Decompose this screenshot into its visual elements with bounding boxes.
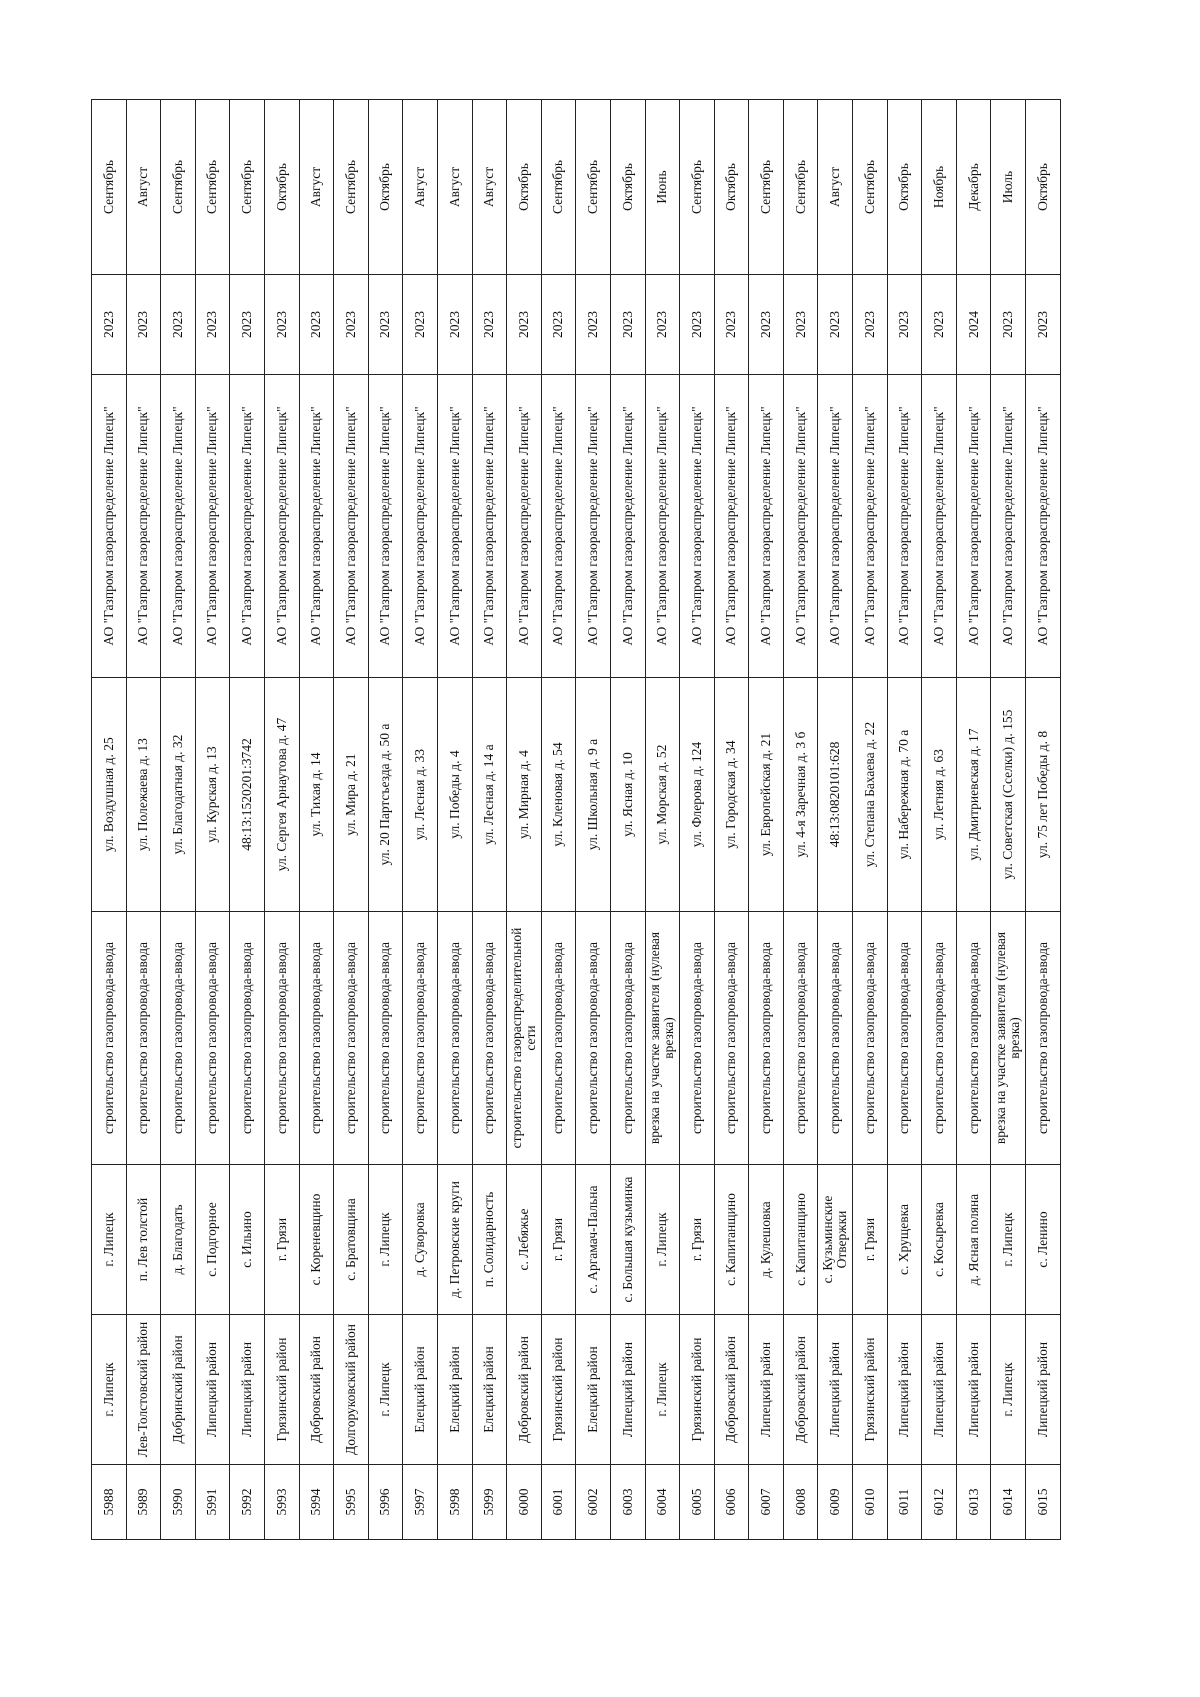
table-row — [472, 100, 507, 1540]
month-cell: Август — [437, 100, 472, 275]
organization-cell: АО "Газпром газораспределение Липецк" — [576, 375, 611, 678]
district-cell: Липецкий район — [956, 1315, 991, 1465]
district-cell: Лев-Толстовский район — [126, 1315, 161, 1465]
locality-cell: д. Кулешовка — [749, 1165, 784, 1315]
locality-cell: г. Грязи — [264, 1165, 299, 1315]
address-cell: ул. Тихая д. 14 — [299, 678, 334, 912]
work-type-cell: строительство газопровода-ввода — [887, 912, 922, 1165]
year-cell: 2023 — [610, 275, 645, 375]
year-cell: 2023 — [991, 275, 1026, 375]
work-type-cell: строительство газопровода-ввода — [749, 912, 784, 1165]
address-cell: ул. Курская д. 13 — [195, 678, 230, 912]
table-row — [334, 100, 369, 1540]
row-number-cell: 5991 — [195, 1465, 230, 1540]
year-cell: 2023 — [472, 275, 507, 375]
locality-cell: г. Грязи — [680, 1165, 715, 1315]
table-row — [576, 100, 611, 1540]
work-type-cell: строительство газопровода-ввода — [92, 912, 127, 1165]
address-cell: ул. Мира д. 21 — [334, 678, 369, 912]
year-cell: 2023 — [299, 275, 334, 375]
row-number-cell: 6013 — [956, 1465, 991, 1540]
month-cell: Август — [818, 100, 853, 275]
work-type-cell: строительство газопровода-ввода — [264, 912, 299, 1165]
table-row — [956, 100, 991, 1540]
address-cell: ул. Степана Бахаева д. 22 — [853, 678, 888, 912]
year-cell: 2023 — [576, 275, 611, 375]
district-cell: Грязинский район — [680, 1315, 715, 1465]
district-cell: Липецкий район — [230, 1315, 265, 1465]
row-number-cell: 5994 — [299, 1465, 334, 1540]
year-cell: 2023 — [368, 275, 403, 375]
organization-cell: АО "Газпром газораспределение Липецк" — [195, 375, 230, 678]
district-cell: Долгоруковский район — [334, 1315, 369, 1465]
year-cell: 2023 — [334, 275, 369, 375]
work-type-cell: строительство газопровода-ввода — [610, 912, 645, 1165]
organization-cell: АО "Газпром газораспределение Липецк" — [783, 375, 818, 678]
address-cell: ул. Европейская д. 21 — [749, 678, 784, 912]
work-type-cell: строительство газопровода-ввода — [161, 912, 196, 1165]
row-number-cell: 6004 — [645, 1465, 680, 1540]
district-cell: Добровский район — [299, 1315, 334, 1465]
work-type-cell: строительство газопровода-ввода — [368, 912, 403, 1165]
row-number-cell: 6002 — [576, 1465, 611, 1540]
table-row — [749, 100, 784, 1540]
locality-cell: д. Суворовка — [403, 1165, 438, 1315]
row-number-cell: 6015 — [1026, 1465, 1061, 1540]
work-type-cell: строительство газопровода-ввода — [783, 912, 818, 1165]
district-cell: г. Липецк — [991, 1315, 1026, 1465]
work-type-cell: строительство газопровода-ввода — [818, 912, 853, 1165]
table-row — [195, 100, 230, 1540]
month-cell: Август — [299, 100, 334, 275]
address-cell: ул. Лесная д. 14 а — [472, 678, 507, 912]
district-cell: Елецкий район — [472, 1315, 507, 1465]
year-cell: 2023 — [126, 275, 161, 375]
table-row — [1026, 100, 1061, 1540]
organization-cell: АО "Газпром газораспределение Липецк" — [956, 375, 991, 678]
work-type-cell: строительство газопровода-ввода — [334, 912, 369, 1165]
address-cell: ул. Городская д. 34 — [714, 678, 749, 912]
month-cell: Сентябрь — [230, 100, 265, 275]
district-cell: Липецкий район — [818, 1315, 853, 1465]
work-type-cell: строительство газопровода-ввода — [437, 912, 472, 1165]
district-cell: Добровский район — [714, 1315, 749, 1465]
organization-cell: АО "Газпром газораспределение Липецк" — [368, 375, 403, 678]
row-number-cell: 6010 — [853, 1465, 888, 1540]
table-row — [403, 100, 438, 1540]
month-cell: Сентябрь — [92, 100, 127, 275]
locality-cell: с. Капитанщино — [783, 1165, 818, 1315]
table-row — [299, 100, 334, 1540]
organization-cell: АО "Газпром газораспределение Липецк" — [126, 375, 161, 678]
organization-cell: АО "Газпром газораспределение Липецк" — [334, 375, 369, 678]
year-cell: 2023 — [680, 275, 715, 375]
month-cell: Август — [403, 100, 438, 275]
organization-cell: АО "Газпром газораспределение Липецк" — [610, 375, 645, 678]
table-row — [507, 100, 542, 1540]
row-number-cell: 6000 — [507, 1465, 542, 1540]
organization-cell: АО "Газпром газораспределение Липецк" — [541, 375, 576, 678]
address-cell: ул. Сергея Арнаутова д. 47 — [264, 678, 299, 912]
table-row — [922, 100, 957, 1540]
organization-cell: АО "Газпром газораспределение Липецк" — [161, 375, 196, 678]
locality-cell: г. Липецк — [368, 1165, 403, 1315]
address-cell: ул. Советская (Сселки) д. 155 — [991, 678, 1026, 912]
row-number-cell: 6007 — [749, 1465, 784, 1540]
row-number-cell: 6008 — [783, 1465, 818, 1540]
year-cell: 2023 — [818, 275, 853, 375]
organization-cell: АО "Газпром газораспределение Липецк" — [507, 375, 542, 678]
month-cell: Июнь — [645, 100, 680, 275]
year-cell: 2023 — [749, 275, 784, 375]
organization-cell: АО "Газпром газораспределение Липецк" — [437, 375, 472, 678]
year-cell: 2023 — [92, 275, 127, 375]
address-cell: ул. Летняя д. 63 — [922, 678, 957, 912]
year-cell: 2023 — [783, 275, 818, 375]
row-number-cell: 6012 — [922, 1465, 957, 1540]
district-cell: Липецкий район — [749, 1315, 784, 1465]
table-row — [783, 100, 818, 1540]
locality-cell: с. Кузьминские Отвержки — [818, 1165, 853, 1315]
locality-cell: с. Капитанщино — [714, 1165, 749, 1315]
table-row — [161, 100, 196, 1540]
address-cell: ул. Благодатная д. 32 — [161, 678, 196, 912]
district-cell: Добровский район — [783, 1315, 818, 1465]
address-cell: ул. 4-я Заречная д. 3 б — [783, 678, 818, 912]
address-cell: ул. Ясная д. 10 — [610, 678, 645, 912]
month-cell: Сентябрь — [334, 100, 369, 275]
month-cell: Сентябрь — [195, 100, 230, 275]
district-cell: Липецкий район — [922, 1315, 957, 1465]
table-row — [680, 100, 715, 1540]
organization-cell: АО "Газпром газораспределение Липецк" — [230, 375, 265, 678]
district-cell: г. Липецк — [92, 1315, 127, 1465]
year-cell: 2023 — [922, 275, 957, 375]
row-number-cell: 5989 — [126, 1465, 161, 1540]
row-number-cell: 6009 — [818, 1465, 853, 1540]
locality-cell: с. Аргамач-Пальна — [576, 1165, 611, 1315]
organization-cell: АО "Газпром газораспределение Липецк" — [749, 375, 784, 678]
month-cell: Октябрь — [1026, 100, 1061, 275]
table-row — [541, 100, 576, 1540]
address-cell: ул. Мирная д. 4 — [507, 678, 542, 912]
work-type-cell: строительство газопровода-ввода — [195, 912, 230, 1165]
work-type-cell: строительство газопровода-ввода — [126, 912, 161, 1165]
work-type-cell: строительство газопровода-ввода — [680, 912, 715, 1165]
row-number-cell: 5988 — [92, 1465, 127, 1540]
locality-cell: с. Ильино — [230, 1165, 265, 1315]
month-cell: Октябрь — [507, 100, 542, 275]
work-type-cell: строительство газопровода-ввода — [576, 912, 611, 1165]
month-cell: Октябрь — [714, 100, 749, 275]
locality-cell: с. Ленино — [1026, 1165, 1061, 1315]
locality-cell: с. Кореневщино — [299, 1165, 334, 1315]
gas-works-table — [91, 99, 1061, 1540]
table-row — [126, 100, 161, 1540]
month-cell: Сентябрь — [680, 100, 715, 275]
year-cell: 2023 — [645, 275, 680, 375]
address-cell: ул. Морская д. 52 — [645, 678, 680, 912]
table-row — [991, 100, 1026, 1540]
row-number-cell: 5992 — [230, 1465, 265, 1540]
month-cell: Август — [126, 100, 161, 275]
district-cell: г. Липецк — [645, 1315, 680, 1465]
address-cell: ул. Полежаева д. 13 — [126, 678, 161, 912]
address-cell: 48:13:0820101:628 — [818, 678, 853, 912]
district-cell: Липецкий район — [1026, 1315, 1061, 1465]
year-cell: 2023 — [230, 275, 265, 375]
locality-cell: г. Грязи — [853, 1165, 888, 1315]
district-cell: Елецкий район — [437, 1315, 472, 1465]
locality-cell: с. Лебяжье — [507, 1165, 542, 1315]
district-cell: Грязинский район — [853, 1315, 888, 1465]
row-number-cell: 6014 — [991, 1465, 1026, 1540]
work-type-cell: строительство газопровода-ввода — [230, 912, 265, 1165]
table-row — [887, 100, 922, 1540]
organization-cell: АО "Газпром газораспределение Липецк" — [714, 375, 749, 678]
work-type-cell: строительство газопровода-ввода — [853, 912, 888, 1165]
year-cell: 2023 — [887, 275, 922, 375]
work-type-cell: строительство газопровода-ввода — [541, 912, 576, 1165]
table-row — [92, 100, 127, 1540]
district-cell: г. Липецк — [368, 1315, 403, 1465]
locality-cell: г. Липецк — [92, 1165, 127, 1315]
locality-cell: г. Липецк — [645, 1165, 680, 1315]
table-row — [714, 100, 749, 1540]
district-cell: Добринский район — [161, 1315, 196, 1465]
month-cell: Сентябрь — [749, 100, 784, 275]
address-cell: 48:13:1520201:3742 — [230, 678, 265, 912]
row-number-cell: 5998 — [437, 1465, 472, 1540]
year-cell: 2023 — [437, 275, 472, 375]
district-cell: Елецкий район — [403, 1315, 438, 1465]
month-cell: Сентябрь — [161, 100, 196, 275]
row-number-cell: 6001 — [541, 1465, 576, 1540]
row-number-cell: 5997 — [403, 1465, 438, 1540]
address-cell: ул. Победы д. 4 — [437, 678, 472, 912]
district-cell: Елецкий район — [576, 1315, 611, 1465]
address-cell: ул. Школьная д. 9 а — [576, 678, 611, 912]
organization-cell: АО "Газпром газораспределение Липецк" — [922, 375, 957, 678]
address-cell: ул. Воздушная д. 25 — [92, 678, 127, 912]
district-cell: Липецкий район — [610, 1315, 645, 1465]
month-cell: Октябрь — [264, 100, 299, 275]
year-cell: 2023 — [195, 275, 230, 375]
row-number-cell: 5995 — [334, 1465, 369, 1540]
address-cell: ул. Кленовая д. 54 — [541, 678, 576, 912]
locality-cell: д. Ясная поляна — [956, 1165, 991, 1315]
district-cell: Грязинский район — [264, 1315, 299, 1465]
month-cell: Октябрь — [887, 100, 922, 275]
table-row — [230, 100, 265, 1540]
address-cell: ул. 20 Партсъезда д. 50 а — [368, 678, 403, 912]
locality-cell: с. Хрущевка — [887, 1165, 922, 1315]
locality-cell: п. Лев толстой — [126, 1165, 161, 1315]
address-cell: ул. Лесная д. 33 — [403, 678, 438, 912]
rotated-table-container — [91, 100, 1061, 1540]
table-row — [645, 100, 680, 1540]
district-cell: Грязинский район — [541, 1315, 576, 1465]
table-row — [437, 100, 472, 1540]
locality-cell: д. Благодать — [161, 1165, 196, 1315]
table-body — [92, 100, 1061, 1540]
organization-cell: АО "Газпром газораспределение Липецк" — [1026, 375, 1061, 678]
table-row — [264, 100, 299, 1540]
work-type-cell: строительство газопровода-ввода — [472, 912, 507, 1165]
district-cell: Липецкий район — [195, 1315, 230, 1465]
table-row — [368, 100, 403, 1540]
locality-cell: д. Петровские круги — [437, 1165, 472, 1315]
organization-cell: АО "Газпром газораспределение Липецк" — [403, 375, 438, 678]
locality-cell: г. Грязи — [541, 1165, 576, 1315]
table-row — [853, 100, 888, 1540]
locality-cell: п. Солидарность — [472, 1165, 507, 1315]
year-cell: 2023 — [714, 275, 749, 375]
table-row — [818, 100, 853, 1540]
month-cell: Сентябрь — [853, 100, 888, 275]
organization-cell: АО "Газпром газораспределение Липецк" — [299, 375, 334, 678]
row-number-cell: 6006 — [714, 1465, 749, 1540]
work-type-cell: строительство газопровода-ввода — [956, 912, 991, 1165]
address-cell: ул. Дмитриевская д. 17 — [956, 678, 991, 912]
organization-cell: АО "Газпром газораспределение Липецк" — [92, 375, 127, 678]
district-cell: Добровский район — [507, 1315, 542, 1465]
work-type-cell: врезка на участке заявителя (нулевая врезка) — [991, 912, 1026, 1165]
year-cell: 2023 — [403, 275, 438, 375]
row-number-cell: 5990 — [161, 1465, 196, 1540]
year-cell: 2024 — [956, 275, 991, 375]
organization-cell: АО "Газпром газораспределение Липецк" — [264, 375, 299, 678]
year-cell: 2023 — [264, 275, 299, 375]
row-number-cell: 6005 — [680, 1465, 715, 1540]
month-cell: Июль — [991, 100, 1026, 275]
year-cell: 2023 — [1026, 275, 1061, 375]
month-cell: Август — [472, 100, 507, 275]
month-cell: Сентябрь — [783, 100, 818, 275]
locality-cell: с. Большая кузьминка — [610, 1165, 645, 1315]
work-type-cell: строительство газопровода-ввода — [403, 912, 438, 1165]
work-type-cell: строительство газопровода-ввода — [714, 912, 749, 1165]
row-number-cell: 5996 — [368, 1465, 403, 1540]
address-cell: ул. 75 лет Победы д. 8 — [1026, 678, 1061, 912]
month-cell: Сентябрь — [576, 100, 611, 275]
row-number-cell: 5999 — [472, 1465, 507, 1540]
locality-cell: с. Братовщина — [334, 1165, 369, 1315]
organization-cell: АО "Газпром газораспределение Липецк" — [887, 375, 922, 678]
organization-cell: АО "Газпром газораспределение Липецк" — [818, 375, 853, 678]
year-cell: 2023 — [161, 275, 196, 375]
work-type-cell: строительство газопровода-ввода — [922, 912, 957, 1165]
month-cell: Сентябрь — [541, 100, 576, 275]
organization-cell: АО "Газпром газораспределение Липецк" — [645, 375, 680, 678]
month-cell: Октябрь — [368, 100, 403, 275]
month-cell: Октябрь — [610, 100, 645, 275]
table-row — [610, 100, 645, 1540]
locality-cell: г. Липецк — [991, 1165, 1026, 1315]
locality-cell: с. Подгорное — [195, 1165, 230, 1315]
organization-cell: АО "Газпром газораспределение Липецк" — [680, 375, 715, 678]
month-cell: Декабрь — [956, 100, 991, 275]
work-type-cell: строительство газопровода-ввода — [1026, 912, 1061, 1165]
row-number-cell: 6003 — [610, 1465, 645, 1540]
organization-cell: АО "Газпром газораспределение Липецк" — [991, 375, 1026, 678]
locality-cell: с. Косыревка — [922, 1165, 957, 1315]
address-cell: ул. Набережная д. 70 а — [887, 678, 922, 912]
organization-cell: АО "Газпром газораспределение Липецк" — [472, 375, 507, 678]
year-cell: 2023 — [541, 275, 576, 375]
year-cell: 2023 — [853, 275, 888, 375]
row-number-cell: 5993 — [264, 1465, 299, 1540]
month-cell: Ноябрь — [922, 100, 957, 275]
year-cell: 2023 — [507, 275, 542, 375]
row-number-cell: 6011 — [887, 1465, 922, 1540]
district-cell: Липецкий район — [887, 1315, 922, 1465]
organization-cell: АО "Газпром газораспределение Липецк" — [853, 375, 888, 678]
address-cell: ул. Флерова д. 124 — [680, 678, 715, 912]
work-type-cell: строительство газораспределительной сети — [507, 912, 542, 1165]
work-type-cell: строительство газопровода-ввода — [299, 912, 334, 1165]
work-type-cell: врезка на участке заявителя (нулевая врезка) — [645, 912, 680, 1165]
